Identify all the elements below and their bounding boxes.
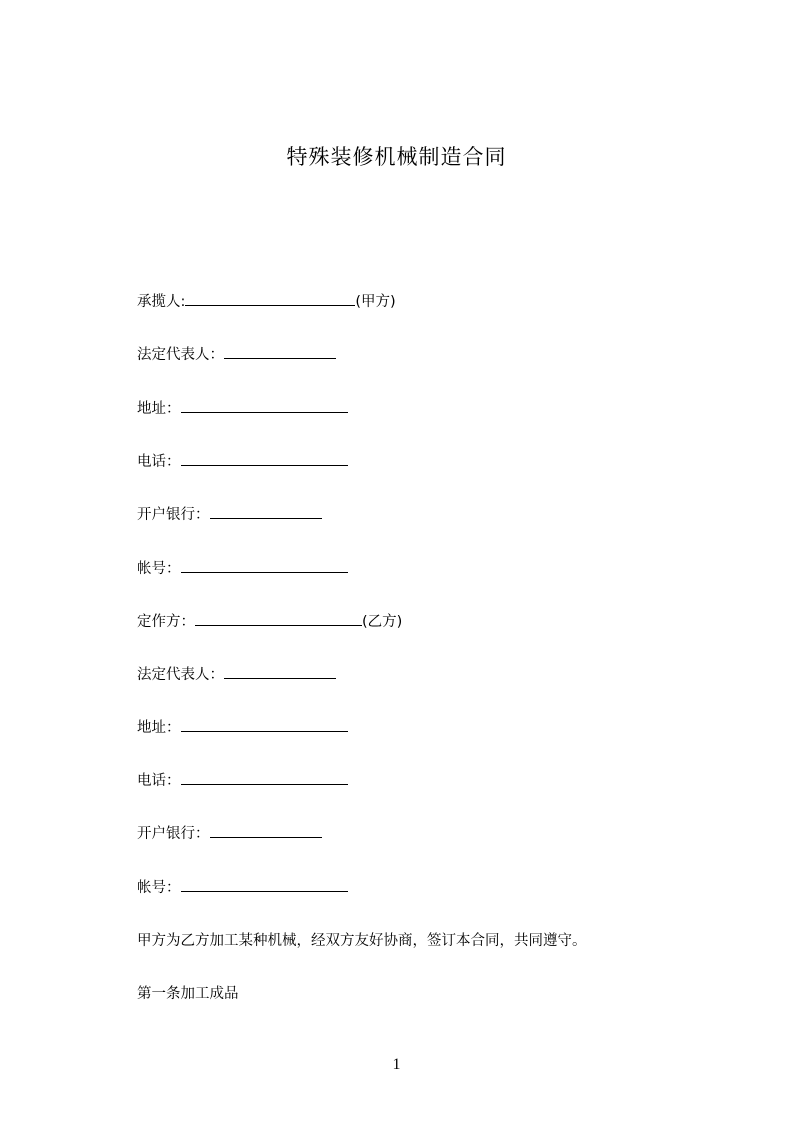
party-a-bank-line xyxy=(137,503,322,525)
article-1-heading: 第一条加工成品 xyxy=(137,986,239,1002)
party-b-phone-blank xyxy=(181,769,348,785)
party-a-address-label: 地址： xyxy=(137,401,181,417)
party-b-name-line xyxy=(137,610,402,632)
party-b-account-blank xyxy=(181,876,348,892)
party-b-address-blank xyxy=(181,716,348,732)
party-b-account-line xyxy=(137,876,348,898)
party-a-representative-label: 法定代表人： xyxy=(137,347,224,363)
party-a-address-line xyxy=(137,397,348,419)
party-b-bank-label: 开户银行： xyxy=(137,826,210,842)
party-a-address-blank xyxy=(181,397,348,413)
party-b-address-line xyxy=(137,716,348,738)
party-a-phone-label: 电话： xyxy=(137,454,181,470)
party-a-account-blank xyxy=(181,557,348,573)
party-a-account-label: 帐号： xyxy=(137,561,181,577)
party-b-representative-line xyxy=(137,663,336,685)
party-b-suffix: (乙方) xyxy=(362,614,403,630)
party-b-label: 定作方： xyxy=(137,614,195,630)
party-b-phone-line xyxy=(137,769,348,791)
party-b-name-blank xyxy=(195,610,362,626)
party-b-representative-label: 法定代表人： xyxy=(137,667,224,683)
party-a-name-line xyxy=(137,290,396,312)
party-b-bank-blank xyxy=(210,822,322,838)
party-b-bank-line xyxy=(137,822,322,844)
party-a-representative-line xyxy=(137,343,336,365)
document-title: 特殊装修机械制造合同 xyxy=(286,145,507,169)
party-a-phone-blank xyxy=(181,450,348,466)
party-b-address-label: 地址： xyxy=(137,720,181,736)
party-a-phone-line xyxy=(137,450,348,472)
party-a-suffix: (甲方) xyxy=(355,294,396,310)
party-a-label: 承揽人: xyxy=(137,294,186,310)
party-b-representative-blank xyxy=(224,663,336,679)
party-a-name-blank xyxy=(185,290,355,306)
intro-paragraph: 甲方为乙方加工某种机械，经双方友好协商，签订本合同，共同遵守。 xyxy=(137,933,587,949)
party-a-account-line xyxy=(137,557,348,579)
party-a-bank-blank xyxy=(210,503,322,519)
party-a-bank-label: 开户银行： xyxy=(137,507,210,523)
page-number: 1 xyxy=(392,1056,401,1073)
party-a-representative-blank xyxy=(224,343,336,359)
party-b-account-label: 帐号： xyxy=(137,880,181,896)
party-b-phone-label: 电话： xyxy=(137,773,181,789)
